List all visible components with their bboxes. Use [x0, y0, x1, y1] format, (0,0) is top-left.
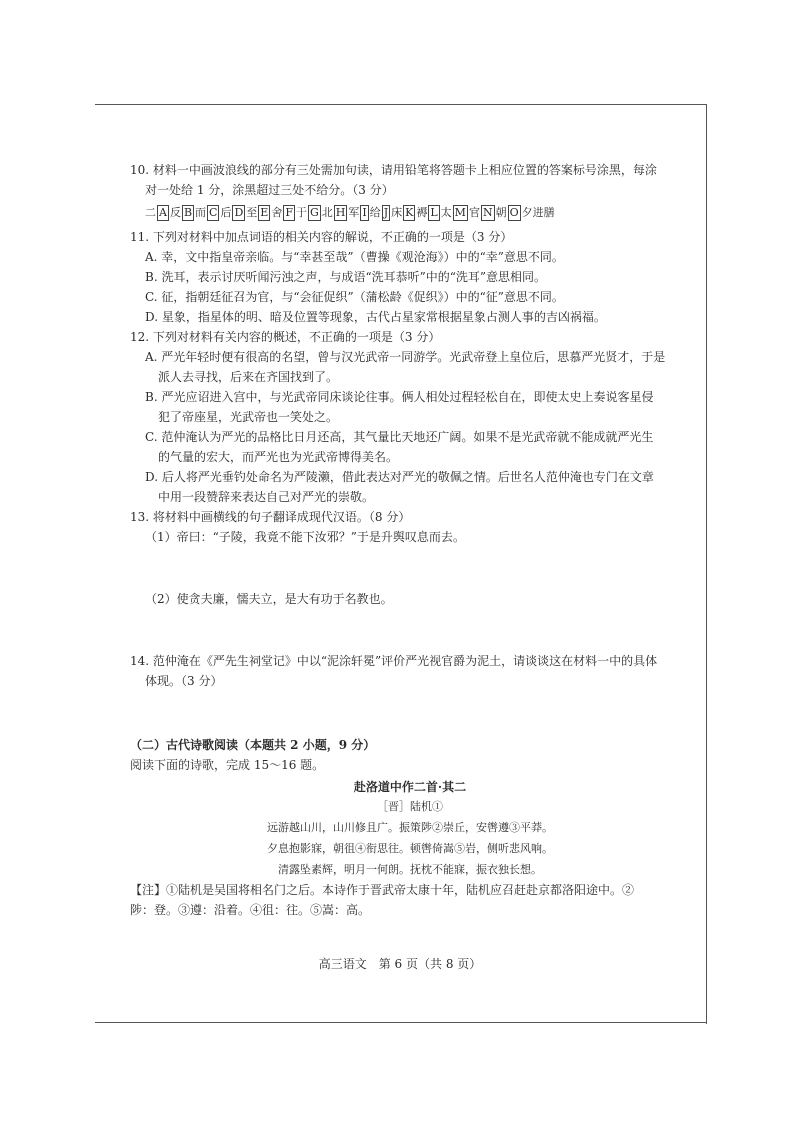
q12-option-c-line2: 的气量的宏大，而严光也为光武帝博得美名。 [158, 450, 399, 464]
question-12 [130, 327, 690, 507]
q12-option-c-line1: C. 范仲淹认为严光的品格比日月还高，其气量比天地还广阔。如果不是光武帝就不能成就严光生 [145, 430, 654, 444]
answer-option-box[interactable]: C [209, 206, 218, 219]
answer-option-box[interactable]: E [260, 206, 269, 219]
poem-line-3: 清露坠素辉，明月一何朗。抚枕不能寐，振衣独长想。 [278, 863, 542, 876]
answer-option-box[interactable]: B [183, 206, 193, 219]
passage-text-fragment: 夕进膳 [521, 206, 555, 219]
passage-text-fragment: 军 [348, 206, 360, 219]
answer-option-box[interactable]: J [383, 206, 389, 219]
poem-note-line1: 【注】①陆机是吴国将相名门之后。本诗作于晋武帝太康十年，陆机应召赶赴京都洛阳途中。② [130, 883, 635, 897]
passage-text-fragment: 给 [369, 206, 381, 219]
q10-stem-line2: 对一处给 1 分，涂黑超过三处不给分。（3 分） [145, 183, 394, 197]
passage-text-fragment: 而 [195, 206, 207, 219]
passage-text-fragment: 至 [246, 206, 258, 219]
poem-line-2: 夕息抱影寐，朝徂④衔思往。顿辔倚嵩⑤岩，侧听悲风响。 [267, 842, 553, 855]
question-14 [130, 651, 690, 735]
poem-title: 赴洛道中作二首·其二 [353, 780, 467, 794]
passage-text-fragment: 官 [468, 206, 480, 219]
passage-text-fragment: 于 [295, 206, 307, 219]
question-11 [130, 227, 690, 327]
passage-text-fragment: 床 [391, 206, 403, 219]
passage-text-fragment: 太 [440, 206, 452, 219]
q10-answer-options [130, 202, 690, 223]
page-border-bottom [95, 1022, 707, 1023]
section-heading: （二）古代诗歌阅读（本题共 2 小题，9 分） [130, 738, 376, 752]
poetry-section [130, 735, 690, 920]
q13-answer-space-1 [130, 547, 690, 589]
q11-option-c: C. 征，指朝廷征召为官，与“会征促织”（蒲松龄《促织》）中的“征”意思不同。 [145, 290, 564, 304]
q12-option-b-line2: 犯了帝座星，光武帝也一笑处之。 [158, 410, 339, 424]
answer-option-box[interactable]: L [430, 206, 438, 219]
question-10 [130, 160, 690, 223]
q14-stem-line1: 14. 范仲淹在《严先生祠堂记》中以“泥涂轩冕”评价严光视官爵为泥土，请谈谈这在材料一中的具体 [130, 654, 658, 668]
section-instruction: 阅读下面的诗歌，完成 15～16 题。 [130, 758, 325, 772]
q11-option-b: B. 洗耳，表示讨厌听闻污浊之声，与成语“洗耳恭听”中的“洗耳”意思相同。 [145, 270, 546, 284]
answer-option-box[interactable]: A [159, 206, 167, 219]
q11-stem: 11. 下列对材料中加点词语的相关内容的解说，不正确的一项是（3 分） [130, 230, 513, 244]
q11-option-d: D. 星象，指星体的明、暗及位置等现象，古代占星家常根据星象占测人事的吉凶祸福。 [145, 310, 606, 324]
passage-text-fragment: 褥 [416, 206, 428, 219]
q12-option-b-line1: B. 严光应诏进入宫中，与光武帝同床谈论往事。俩人相处过程轻松自在，即使太史上奏说客星侵 [145, 390, 654, 404]
answer-option-box[interactable]: K [405, 206, 414, 219]
q11-option-a: A. 幸，文中指皇帝亲临。与“幸甚至哉”（曹操《观沧海》）中的“幸”意思不同。 [145, 250, 564, 264]
answer-option-box[interactable]: N [482, 206, 493, 219]
q13-sentence-2: （2）使贪夫廉，懦夫立，是大有功于名教也。 [145, 592, 393, 606]
q12-stem: 12. 下列对材料有关内容的概述，不正确的一项是（3 分） [130, 330, 441, 344]
q14-stem-line2: 体现。（3 分） [145, 674, 223, 688]
passage-text-fragment: 舍 [271, 206, 283, 219]
passage-text-fragment: 后 [220, 206, 232, 219]
answer-option-box[interactable]: F [285, 206, 293, 219]
answer-option-box[interactable]: I [362, 206, 367, 219]
passage-text-fragment: 朝 [495, 206, 507, 219]
passage-text-fragment: 反 [169, 206, 181, 219]
poem-line-1: 远游越山川，山川修且广。振策陟②崇丘，安辔遵③平莽。 [267, 821, 553, 834]
page-content [130, 160, 690, 920]
answer-option-box[interactable]: D [234, 206, 244, 219]
q12-option-a-line1: A. 严光年轻时便有很高的名望，曾与汉光武帝一同游学。光武帝登上皇位后，思慕严光贤才，于是 [145, 350, 666, 364]
answer-option-box[interactable]: O [509, 206, 519, 219]
page-border-right [706, 104, 707, 1024]
poem-author: ［晋］陆机① [377, 800, 443, 813]
q13-answer-space-2 [130, 609, 690, 651]
page-footer: 高三语文 第 6 页（共 8 页） [318, 957, 482, 971]
q13-stem: 13. 将材料中画横线的句子翻译成现代汉语。（8 分） [130, 510, 411, 524]
question-13 [130, 507, 690, 651]
passage-text-fragment: 北 [321, 206, 333, 219]
q12-option-d-line2: 中用一段赞辞来表达自己对严光的崇敬。 [158, 490, 375, 504]
answer-option-box[interactable]: G [309, 206, 319, 219]
q12-option-d-line1: D. 后人将严光垂钓处命名为严陵濑，借此表达对严光的敬佩之情。后世名人范仲淹也专门在文章 [145, 470, 654, 484]
answer-option-box[interactable]: M [454, 206, 466, 219]
q10-stem-line1: 10. 材料一中画波浪线的部分有三处需加句读，请用铅笔将答题卡上相应位置的答案标号涂黑，每涂 [130, 163, 657, 177]
q12-option-a-line2: 派人去寻找，后来在齐国找到了。 [158, 370, 339, 384]
passage-text-fragment: 二 [145, 206, 156, 219]
q13-sentence-1: （1）帝曰：“子陵，我竟不能下汝邪？”于是升舆叹息而去。 [145, 530, 465, 544]
poem-note-line2: 陟：登。③遵：沿着。④徂：往。⑤嵩：高。 [130, 903, 371, 917]
answer-option-box[interactable]: H [335, 206, 346, 219]
page-border-top [95, 104, 707, 105]
q14-answer-space [130, 691, 690, 735]
